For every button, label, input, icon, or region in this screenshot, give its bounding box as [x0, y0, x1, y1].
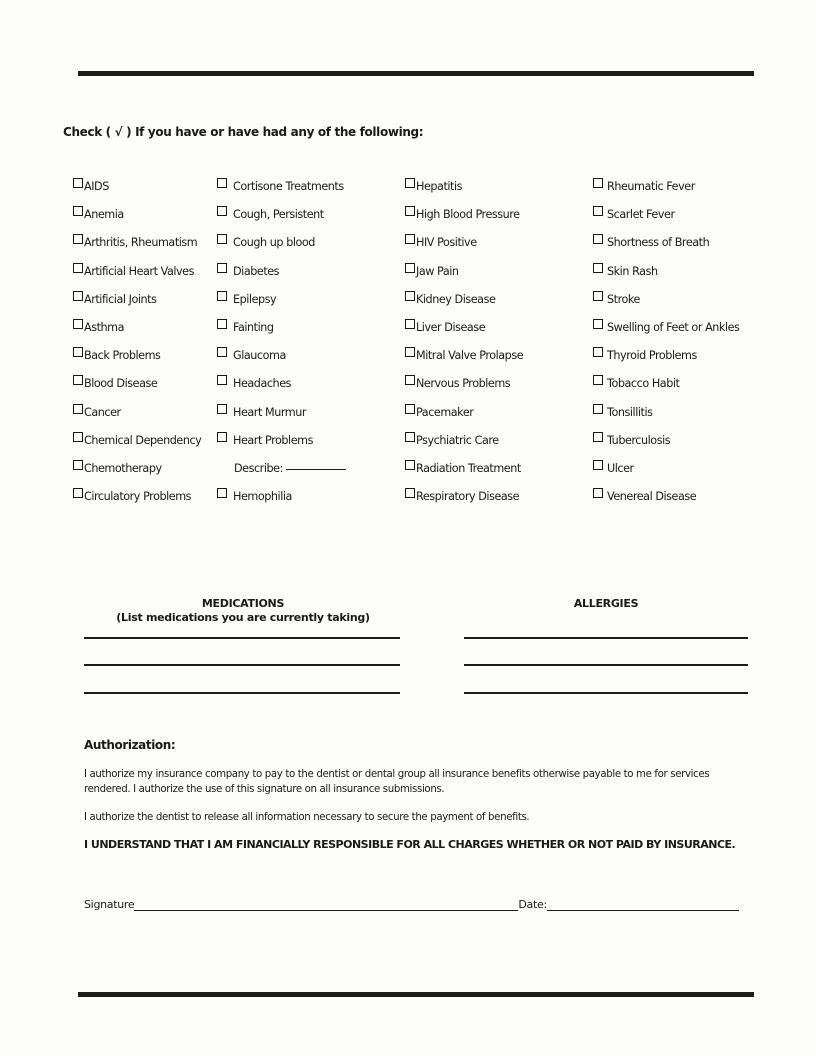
- condition-kidney-disease[interactable]: Kidney Disease: [405, 289, 523, 317]
- condition-hemophilia[interactable]: Hemophilia: [217, 486, 346, 514]
- condition-aids[interactable]: AIDS: [73, 176, 201, 204]
- condition-high-blood-pressure[interactable]: High Blood Pressure: [405, 204, 523, 232]
- checkbox[interactable]: [73, 263, 83, 273]
- medications-heading: [80, 597, 406, 625]
- checkbox[interactable]: [217, 432, 227, 442]
- top-divider: [78, 71, 754, 76]
- condition-skin-rash[interactable]: Skin Rash: [593, 261, 739, 289]
- condition-heart-murmur[interactable]: Heart Murmur: [217, 402, 346, 430]
- conditions-column-1: [73, 176, 201, 514]
- checkbox[interactable]: [593, 206, 603, 216]
- checkbox[interactable]: [405, 291, 415, 301]
- medications-subtitle: (List medications you are currently taking): [116, 611, 370, 624]
- condition-nervous-problems[interactable]: Nervous Problems: [405, 373, 523, 401]
- checkbox[interactable]: [593, 432, 603, 442]
- condition-chemotherapy[interactable]: Chemotherapy: [73, 458, 201, 486]
- checkbox[interactable]: [593, 488, 603, 498]
- date-label: Date:: [518, 898, 547, 911]
- condition-cough-up-blood[interactable]: Cough up blood: [217, 232, 346, 260]
- checkbox[interactable]: [73, 375, 83, 385]
- checkbox[interactable]: [73, 404, 83, 414]
- checkbox[interactable]: [217, 404, 227, 414]
- condition-blood-disease[interactable]: Blood Disease: [73, 373, 201, 401]
- condition-artificial-joints[interactable]: Artificial Joints: [73, 289, 201, 317]
- condition-pacemaker[interactable]: Pacemaker: [405, 402, 523, 430]
- condition-psychiatric-care[interactable]: Psychiatric Care: [405, 430, 523, 458]
- checkbox[interactable]: [217, 234, 227, 244]
- allergies-title: ALLERGIES: [573, 597, 639, 610]
- checkbox[interactable]: [405, 263, 415, 273]
- condition-radiation-treatment[interactable]: Radiation Treatment: [405, 458, 523, 486]
- condition-respiratory-disease[interactable]: Respiratory Disease: [405, 486, 523, 514]
- condition-tuberculosis[interactable]: Tuberculosis: [593, 430, 739, 458]
- condition-mitral-valve-prolapse[interactable]: Mitral Valve Prolapse: [405, 345, 523, 373]
- checkbox[interactable]: [217, 375, 227, 385]
- medication-line-3[interactable]: [84, 692, 400, 694]
- date-field[interactable]: [547, 898, 739, 911]
- condition-chemical-dependency[interactable]: Chemical Dependency: [73, 430, 201, 458]
- signature-row: [84, 898, 748, 911]
- checkbox[interactable]: [73, 234, 83, 244]
- checkbox[interactable]: [217, 319, 227, 329]
- condition-thyroid-problems[interactable]: Thyroid Problems: [593, 345, 739, 373]
- condition-liver-disease[interactable]: Liver Disease: [405, 317, 523, 345]
- condition-scarlet-fever[interactable]: Scarlet Fever: [593, 204, 739, 232]
- condition-cortisone-treatments[interactable]: Cortisone Treatments: [217, 176, 346, 204]
- checkbox[interactable]: [593, 375, 603, 385]
- signature-label: Signature: [84, 898, 135, 911]
- check-instruction: Check ( √ ) If you have or have had any of the following:: [63, 125, 424, 139]
- condition-artificial-heart-valves[interactable]: Artificial Heart Valves: [73, 261, 201, 289]
- condition-tonsillitis[interactable]: Tonsillitis: [593, 402, 739, 430]
- condition-venereal-disease[interactable]: Venereal Disease: [593, 486, 739, 514]
- condition-diabetes[interactable]: Diabetes: [217, 261, 346, 289]
- checkbox[interactable]: [405, 488, 415, 498]
- signature-field[interactable]: [134, 898, 518, 911]
- allergy-line-3[interactable]: [464, 692, 748, 694]
- checkbox[interactable]: [73, 432, 83, 442]
- checkbox[interactable]: [73, 319, 83, 329]
- condition-glaucoma[interactable]: Glaucoma: [217, 345, 346, 373]
- checkbox[interactable]: [405, 178, 415, 188]
- checkbox[interactable]: [217, 263, 227, 273]
- checkbox[interactable]: [217, 178, 227, 188]
- condition-hiv-positive[interactable]: HIV Positive: [405, 232, 523, 260]
- condition-cancer[interactable]: Cancer: [73, 402, 201, 430]
- checkbox[interactable]: [217, 488, 227, 498]
- checkbox[interactable]: [73, 178, 83, 188]
- condition-headaches[interactable]: Headaches: [217, 373, 346, 401]
- checkbox[interactable]: [593, 347, 603, 357]
- bottom-divider: [78, 992, 754, 997]
- checkbox[interactable]: [73, 488, 83, 498]
- checkbox[interactable]: [217, 347, 227, 357]
- checkbox[interactable]: [593, 404, 603, 414]
- condition-circulatory-problems[interactable]: Circulatory Problems: [73, 486, 201, 514]
- condition-stroke[interactable]: Stroke: [593, 289, 739, 317]
- medication-line-2[interactable]: [84, 664, 400, 666]
- allergy-line-2[interactable]: [464, 664, 748, 666]
- condition-fainting[interactable]: Fainting: [217, 317, 346, 345]
- checkbox[interactable]: [593, 234, 603, 244]
- checkbox[interactable]: [73, 347, 83, 357]
- condition-epilepsy[interactable]: Epilepsy: [217, 289, 346, 317]
- checkbox[interactable]: [593, 291, 603, 301]
- condition-swelling-feet-ankles[interactable]: Swelling of Feet or Ankles: [593, 317, 739, 345]
- condition-heart-problems[interactable]: Heart Problems: [217, 430, 346, 458]
- checkbox[interactable]: [405, 206, 415, 216]
- checkbox[interactable]: [593, 460, 603, 470]
- condition-back-problems[interactable]: Back Problems: [73, 345, 201, 373]
- checkbox[interactable]: [405, 234, 415, 244]
- conditions-column-4: [593, 176, 739, 514]
- conditions-column-3: [405, 176, 523, 514]
- financial-responsibility-statement: I UNDERSTAND THAT I AM FINANCIALLY RESPONSIBLE FOR ALL CHARGES WHETHER OR NOT PAID BY INSURANCE.: [84, 838, 736, 851]
- condition-cough-persistent[interactable]: Cough, Persistent: [217, 204, 346, 232]
- heart-problems-describe: Describe:: [217, 458, 346, 486]
- condition-hepatitis[interactable]: Hepatitis: [405, 176, 523, 204]
- checkbox[interactable]: [593, 263, 603, 273]
- authorization-heading: Authorization:: [84, 738, 176, 752]
- allergy-line-1[interactable]: [464, 637, 748, 639]
- checkbox[interactable]: [405, 375, 415, 385]
- checkbox[interactable]: [73, 206, 83, 216]
- condition-tobacco-habit[interactable]: Tobacco Habit: [593, 373, 739, 401]
- authorization-paragraph-2: I authorize the dentist to release all information necessary to secure the payment of benefits.: [84, 812, 530, 823]
- condition-jaw-pain[interactable]: Jaw Pain: [405, 261, 523, 289]
- describe-input[interactable]: [286, 458, 346, 470]
- medications-title: MEDICATIONS: [201, 597, 285, 610]
- checkbox[interactable]: [405, 319, 415, 329]
- medication-line-1[interactable]: [84, 637, 400, 639]
- condition-asthma[interactable]: Asthma: [73, 317, 201, 345]
- condition-rheumatic-fever[interactable]: Rheumatic Fever: [593, 176, 739, 204]
- condition-shortness-of-breath[interactable]: Shortness of Breath: [593, 232, 739, 260]
- condition-ulcer[interactable]: Ulcer: [593, 458, 739, 486]
- checkbox[interactable]: [405, 347, 415, 357]
- authorization-paragraph-1: I authorize my insurance company to pay to the dentist or dental group all insurance benefits otherwise payable to me for services rendered. I authorize the use of this signature on all insurance submissions.: [84, 769, 710, 795]
- checkbox[interactable]: [405, 432, 415, 442]
- checkbox[interactable]: [405, 404, 415, 414]
- checkbox[interactable]: [593, 178, 603, 188]
- checkbox[interactable]: [217, 206, 227, 216]
- condition-arthritis[interactable]: Arthritis, Rheumatism: [73, 232, 201, 260]
- checkbox[interactable]: [217, 291, 227, 301]
- checkbox[interactable]: [593, 319, 603, 329]
- checkbox[interactable]: [73, 460, 83, 470]
- checkbox[interactable]: [73, 291, 83, 301]
- checkbox[interactable]: [405, 460, 415, 470]
- conditions-column-2: [217, 176, 346, 514]
- condition-anemia[interactable]: Anemia: [73, 204, 201, 232]
